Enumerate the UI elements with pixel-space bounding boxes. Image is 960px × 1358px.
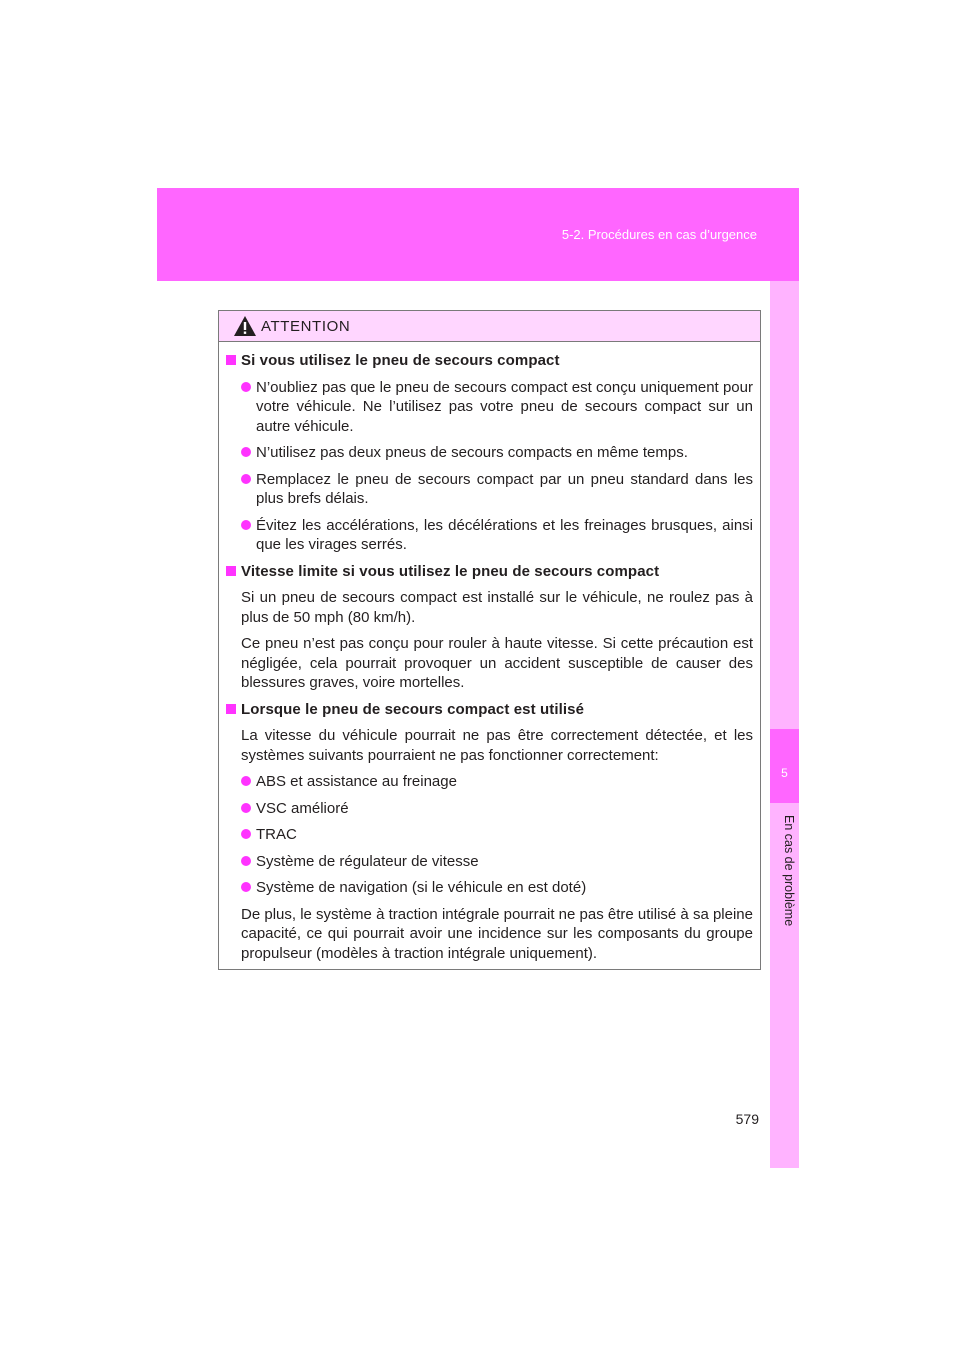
round-bullet-icon [241,882,251,892]
round-bullet-icon [241,474,251,484]
paragraph: Ce pneu n’est pas conçu pour rouler à haute vitesse. Si cette précaution est négligée, cela pourrait provoquer un accident susceptible de causer des blessures graves, voire mortelles. [241,635,753,691]
section-heading-text: Vitesse limite si vous utilisez le pneu de secours compact [241,562,660,580]
paragraph: La vitesse du véhicule pourrait ne pas être correctement détectée, et les systèmes suivants pourraient ne pas fonctionner correctement: [241,727,753,764]
caution-box [218,310,761,970]
list-item [241,772,753,792]
list-item-text: Évitez les accélérations, les décélérations et les freinages brusques, ainsi que les virages serrés. [256,516,753,553]
section-heading-text: Lorsque le pneu de secours compact est utilisé [241,700,585,718]
list-item-text: N’utilisez pas deux pneus de secours compacts en même temps. [256,444,688,461]
list-item-text: Système de régulateur de vitesse [256,852,479,870]
chapter-label: En cas de problème [782,815,796,927]
list-item [241,878,753,898]
list-item [241,470,753,509]
list-item [241,852,753,872]
chapter-number: 5 [781,766,788,780]
chapter-tab [770,729,799,803]
header-bar [157,188,799,281]
square-bullet-icon [226,355,236,365]
list-item [241,825,753,845]
round-bullet-icon [241,829,251,839]
section-heading [226,351,753,371]
caution-body [219,342,760,963]
side-tab [770,281,799,1168]
list-item-text: TRAC [256,826,297,843]
round-bullet-icon [241,520,251,530]
list-item-text: ABS et assistance au freinage [256,773,457,790]
list-item-text: Système de navigation (si le véhicule en est doté) [256,879,587,896]
caution-title: ATTENTION [261,318,351,335]
round-bullet-icon [241,776,251,786]
section-title: 5-2. Procédures en cas d’urgence [561,227,757,242]
list-item [241,378,753,437]
list-item [241,799,753,819]
caution-header [219,311,760,342]
square-bullet-icon [226,566,236,576]
list-item [241,516,753,555]
paragraph: De plus, le système à traction intégrale pourrait ne pas être utilisé à sa pleine capacité, ce qui pourrait avoir une incidence sur les composants du groupe propulseur (modèles à traction intégrale uniquement). [241,905,753,962]
round-bullet-icon [241,803,251,813]
page-number: 579 [735,1111,759,1127]
round-bullet-icon [241,856,251,866]
section-heading [226,562,753,582]
list-item-text: N’oubliez pas que le pneu de secours compact est conçu uniquement pour votre véhicule. Ne l’utilisez pas votre pneu de secours compact sur un autre véhicule. [256,378,753,435]
list-item [241,443,753,463]
square-bullet-icon [226,704,236,714]
round-bullet-icon [241,382,251,392]
list-item-text: Remplacez le pneu de secours compact par un pneu standard dans les plus brefs délais. [256,470,753,507]
section-heading [226,700,753,720]
list-item-text: VSC amélioré [256,799,349,817]
paragraph: Si un pneu de secours compact est installé sur le véhicule, ne roulez pas à plus de 50 mph (80 km/h). [241,589,753,626]
section-heading-text: Si vous utilisez le pneu de secours compact [241,352,560,369]
round-bullet-icon [241,447,251,457]
warning-icon [233,315,257,337]
